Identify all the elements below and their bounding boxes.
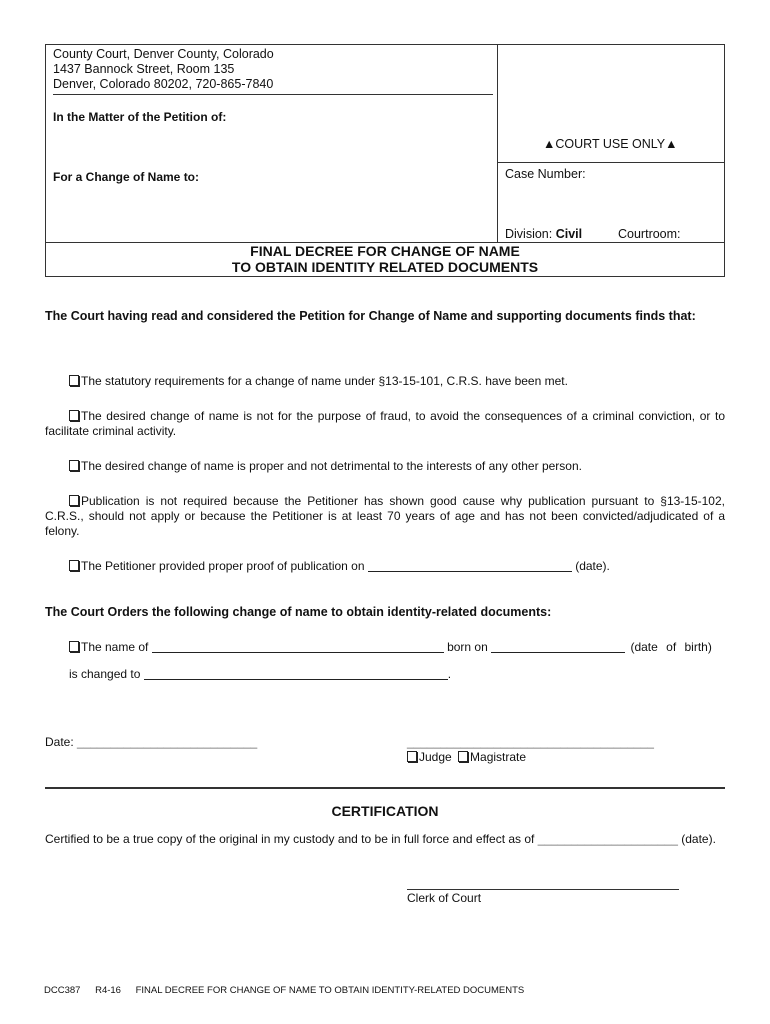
court-address <box>53 47 274 92</box>
form-footer <box>44 985 536 996</box>
checkbox-judge[interactable] <box>407 751 417 762</box>
document-title <box>45 243 725 275</box>
division-label: Division: <box>505 227 553 241</box>
finding-4 <box>45 494 725 539</box>
judge-label: Judge <box>419 750 452 764</box>
court-use-only: ▲COURT USE ONLY▲ <box>543 137 678 151</box>
checkbox-finding-5[interactable] <box>69 560 79 571</box>
birth-date-field[interactable] <box>491 641 625 653</box>
order-name-line <box>69 640 725 654</box>
name-of-label: The name of <box>81 640 149 654</box>
changed-to-label: is changed to <box>69 667 141 681</box>
clerk-signature-line[interactable] <box>407 889 679 890</box>
division-field <box>505 227 582 241</box>
finding-5-prefix: The Petitioner provided proper proof of publication on <box>81 559 365 573</box>
born-on-label: born on <box>447 640 488 654</box>
case-number-label: Case Number: <box>505 167 586 181</box>
decree-date-line <box>45 735 257 749</box>
certification-text <box>45 832 725 847</box>
court-street: 1437 Bannock Street, Room 135 <box>53 62 235 76</box>
court-address-rule <box>53 94 493 95</box>
certification-statement: Certified to be a true copy of the original in my custody and to be in full force and effect as of <box>45 832 535 846</box>
order-changed-line <box>69 667 451 681</box>
court-name: County Court, Denver County, Colorado <box>53 47 274 61</box>
findings-intro: The Court having read and considered the Petition for Change of Name and supporting documents finds that: <box>45 309 696 323</box>
orders-heading: The Court Orders the following change of name to obtain identity-related documents: <box>45 605 552 619</box>
checkbox-finding-1[interactable] <box>69 375 79 386</box>
decree-date-field[interactable]: ___________________________ <box>77 735 258 749</box>
finding-2-text: The desired change of name is not for the purpose of fraud, to avoid the consequences of a criminal conviction, or to facilitate criminal activity. <box>45 409 725 438</box>
publication-date-field[interactable] <box>368 560 572 572</box>
date-of-birth-label: (date of birth) <box>630 640 712 654</box>
caption-divider <box>497 44 498 242</box>
finding-3-text: The desired change of name is proper and not detrimental to the interests of any other person. <box>81 459 582 473</box>
title-line-2: TO OBTAIN IDENTITY RELATED DOCUMENTS <box>231 259 539 275</box>
division-value: Civil <box>555 227 583 241</box>
checkbox-order[interactable] <box>69 641 79 652</box>
certification-divider <box>45 787 725 789</box>
date-label: Date: <box>45 735 74 749</box>
finding-5 <box>69 559 725 574</box>
form-revision: R4-16 <box>95 985 121 996</box>
checkbox-finding-2[interactable] <box>69 410 79 421</box>
finding-2 <box>45 409 725 439</box>
form-code: DCC387 <box>44 985 81 996</box>
finding-4-text: Publication is not required because the Petitioner has shown good cause why publication pursuant to §13-15-102, C.R.S., should not apply or because the Petitioner is at least 70 years of age and has not been convicted/adjudicated of a felony. <box>45 494 725 538</box>
finding-1-text: The statutory requirements for a change of name under §13-15-101, C.R.S. have been met. <box>81 374 568 388</box>
matter-label: In the Matter of the Petition of: <box>53 110 227 124</box>
finding-5-suffix: (date). <box>575 559 610 573</box>
current-name-field[interactable] <box>152 641 444 653</box>
form-footer-title: FINAL DECREE FOR CHANGE OF NAME TO OBTAIN IDENTITY-RELATED DOCUMENTS <box>135 985 525 996</box>
finding-1 <box>69 374 725 389</box>
magistrate-label: Magistrate <box>470 750 527 764</box>
officer-selection <box>407 750 526 764</box>
courtroom-label: Courtroom: <box>618 227 681 241</box>
judge-signature-line[interactable]: _____________________________________ <box>407 735 654 749</box>
checkbox-magistrate[interactable] <box>458 751 468 762</box>
new-name-field[interactable] <box>144 668 448 680</box>
title-line-1: FINAL DECREE FOR CHANGE OF NAME <box>250 243 520 259</box>
change-label: For a Change of Name to: <box>53 170 200 184</box>
checkbox-finding-4[interactable] <box>69 495 79 506</box>
checkbox-finding-3[interactable] <box>69 460 79 471</box>
court-city-phone: Denver, Colorado 80202, 720-865-7840 <box>53 77 274 91</box>
certification-date-suffix: (date). <box>681 832 716 846</box>
court-use-rule <box>497 162 725 163</box>
clerk-label: Clerk of Court <box>407 891 482 905</box>
finding-3 <box>69 459 725 474</box>
certification-heading: CERTIFICATION <box>331 803 439 819</box>
certification-date-field[interactable]: _____________________ <box>537 832 678 846</box>
changed-to-period: . <box>447 667 452 681</box>
